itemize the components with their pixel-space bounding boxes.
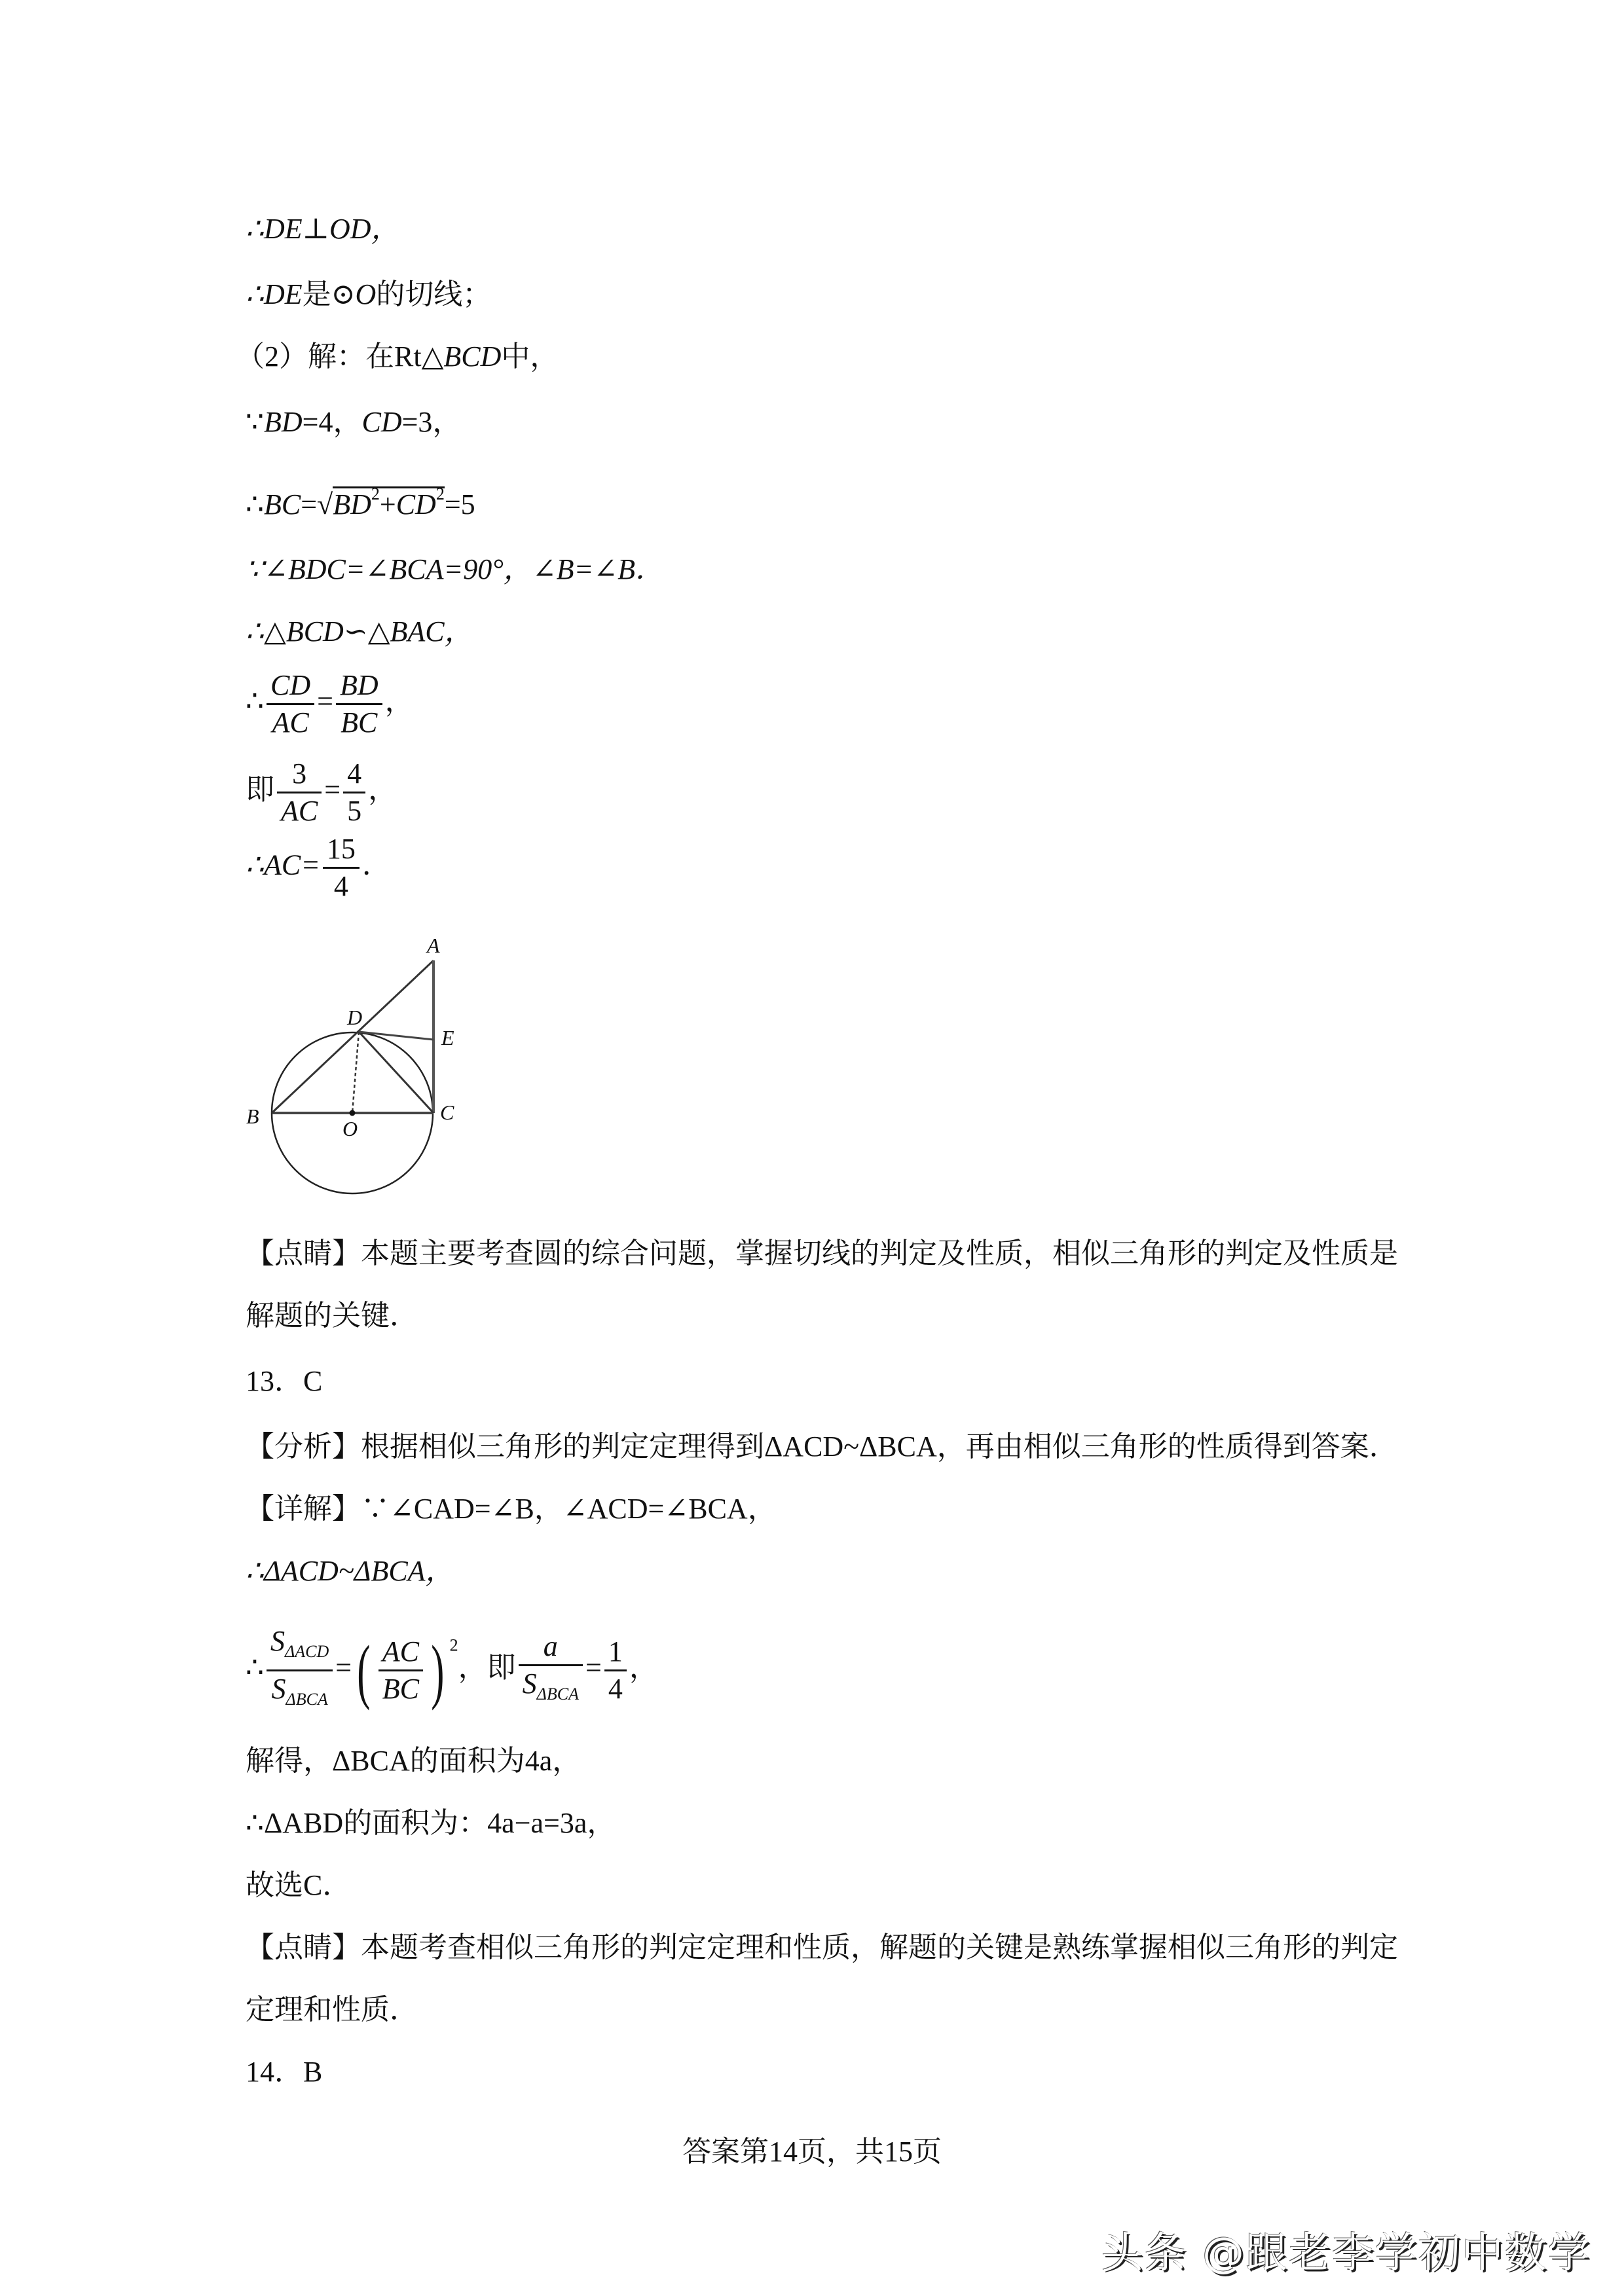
label-a: A (427, 934, 440, 957)
right-paren: ) (431, 1630, 445, 1711)
text: 是⊙ (302, 278, 356, 310)
text: 即 (246, 773, 274, 806)
text: 【分析】根据相似三角形的判定定理得到ΔACD~ΔBCA，再由相似三角形的性质得到答案． (246, 1430, 1398, 1463)
denominator: AC (281, 795, 318, 827)
text: S (271, 1673, 286, 1705)
fraction (378, 1634, 423, 1707)
fraction (267, 668, 314, 740)
text: ∴ (246, 685, 264, 718)
part2-heading (236, 337, 559, 376)
text: 的切线； (376, 278, 492, 310)
text: = (585, 1651, 602, 1684)
denominator (267, 1671, 333, 1717)
fraction (519, 1629, 583, 1712)
text: ∴AC= (246, 848, 320, 881)
text: 【详解】∵∠CAD=∠B，∠ACD=∠BCA， (246, 1493, 777, 1525)
label-o: O (342, 1117, 358, 1140)
text: 解得，ΔBCA的面积为4a， (246, 1745, 581, 1777)
denominator: AC (272, 706, 309, 738)
q13-step3 (246, 1741, 581, 1781)
text: （2）解：在Rt (236, 340, 422, 373)
q12-comment-line1 (246, 1234, 1398, 1273)
fraction (343, 756, 365, 829)
denominator (519, 1666, 583, 1712)
numerator: AC (378, 1634, 423, 1671)
radicand (333, 486, 445, 520)
result-ac (246, 831, 391, 904)
text: △BCD (421, 340, 502, 373)
text: ∴DE⊥OD， (246, 213, 400, 245)
text: BC (264, 488, 301, 520)
numerator: 4 (343, 756, 365, 793)
q13-area-ratio (246, 1624, 658, 1717)
text: 解题的关键． (246, 1300, 418, 1332)
text: ΔBCA (286, 1690, 328, 1709)
text: + (379, 488, 396, 520)
geometry-diagram (236, 917, 498, 1211)
text: ， (368, 773, 397, 806)
q13-step4 (246, 1804, 616, 1843)
text: BD (333, 488, 371, 520)
text: CD (396, 488, 436, 520)
substitution-line (246, 756, 397, 829)
text: 【点睛】本题考查相似三角形的判定定理和性质，解题的关键是熟练掌握相似三角形的判定 (246, 1931, 1398, 1963)
text: ∴ΔABD的面积为：4a−a=3a， (246, 1807, 616, 1839)
q13-analysis (246, 1427, 1398, 1467)
numerator (267, 1624, 333, 1671)
angle-equality (246, 550, 664, 589)
fraction (277, 756, 322, 829)
text: BD (264, 406, 303, 438)
q13-comment-line1 (246, 1928, 1398, 1967)
text: ， (384, 685, 414, 718)
text: ． (361, 848, 391, 881)
text: S (270, 1625, 285, 1657)
left-paren: ( (357, 1630, 371, 1711)
text: ΔBCA (536, 1685, 579, 1704)
numerator: 1 (604, 1634, 627, 1671)
fraction (267, 1624, 333, 1717)
text: ∵∠BDC=∠BCA=90°，∠B=∠B． (246, 553, 664, 585)
numerator: CD (267, 668, 314, 705)
text: ∴△BCD∽△BAC， (246, 615, 473, 647)
denominator: 5 (347, 795, 362, 827)
label-d: D (347, 1006, 363, 1029)
numerator: 3 (277, 756, 322, 793)
given-lengths (246, 403, 461, 442)
numerator: a (519, 1629, 583, 1666)
text: =5 (444, 488, 475, 520)
text: = (324, 773, 341, 806)
text: ∴ (246, 1651, 264, 1684)
q12-comment-line2 (246, 1296, 418, 1336)
label-b: B (246, 1104, 259, 1128)
text: CD (361, 406, 402, 438)
q14-answer (246, 2052, 322, 2092)
segment-od-dashed (352, 1032, 359, 1113)
q13-comment-line2 (246, 1990, 418, 2030)
text: 故选C． (246, 1869, 352, 1901)
page-footer: 答案第14页，共15页 (682, 2136, 942, 2168)
text: = (317, 685, 333, 718)
q13-answer (246, 1362, 322, 1401)
denominator: 4 (333, 870, 348, 902)
ratio-line (246, 668, 414, 740)
text: 2 (435, 484, 445, 503)
proof-line-perpendicular (246, 210, 400, 249)
text: 2 (371, 484, 380, 503)
text: ，即 (458, 1651, 516, 1684)
proof-line-tangent (246, 275, 491, 314)
text: ， (629, 1651, 658, 1684)
text: 中， (501, 340, 559, 373)
text: 定理和性质． (246, 1994, 418, 2026)
denominator: BC (341, 706, 378, 738)
pythagoras-line (246, 475, 475, 524)
exponent: 2 (449, 1635, 458, 1655)
fraction (604, 1634, 627, 1707)
text: = (335, 1651, 352, 1684)
numerator: 15 (323, 831, 360, 869)
text: =4， (302, 406, 362, 438)
text: ∴DE (246, 278, 303, 310)
text: S (522, 1667, 537, 1700)
q13-step5 (246, 1866, 351, 1905)
text: =√ (301, 488, 333, 520)
label-c: C (440, 1101, 454, 1124)
fraction (336, 668, 382, 740)
label-e: E (441, 1026, 454, 1049)
denominator: 4 (608, 1673, 623, 1705)
q13-detail (246, 1489, 777, 1529)
text: 【点睛】本题主要考查圆的综合问题，掌握切线的判定及性质，相似三角形的判定及性质是 (246, 1237, 1398, 1269)
numerator: BD (336, 668, 382, 705)
text: ΔACD (285, 1642, 329, 1661)
segment-de (359, 1032, 434, 1040)
text: ∴ΔACD~ΔBCA， (246, 1555, 454, 1587)
similar-triangles (246, 612, 473, 651)
text: ∴ (246, 488, 264, 520)
text: =3， (401, 406, 462, 438)
text: 13．C (246, 1365, 323, 1397)
text: ∵ (246, 406, 264, 438)
q13-step1 (246, 1552, 454, 1591)
watermark: 头条 @跟老李学初中数学 (1101, 2229, 1591, 2278)
center-point-o (350, 1110, 356, 1116)
fraction (323, 831, 360, 904)
text: 14．B (246, 2056, 323, 2088)
text: O (355, 278, 377, 310)
denominator: BC (382, 1673, 419, 1705)
